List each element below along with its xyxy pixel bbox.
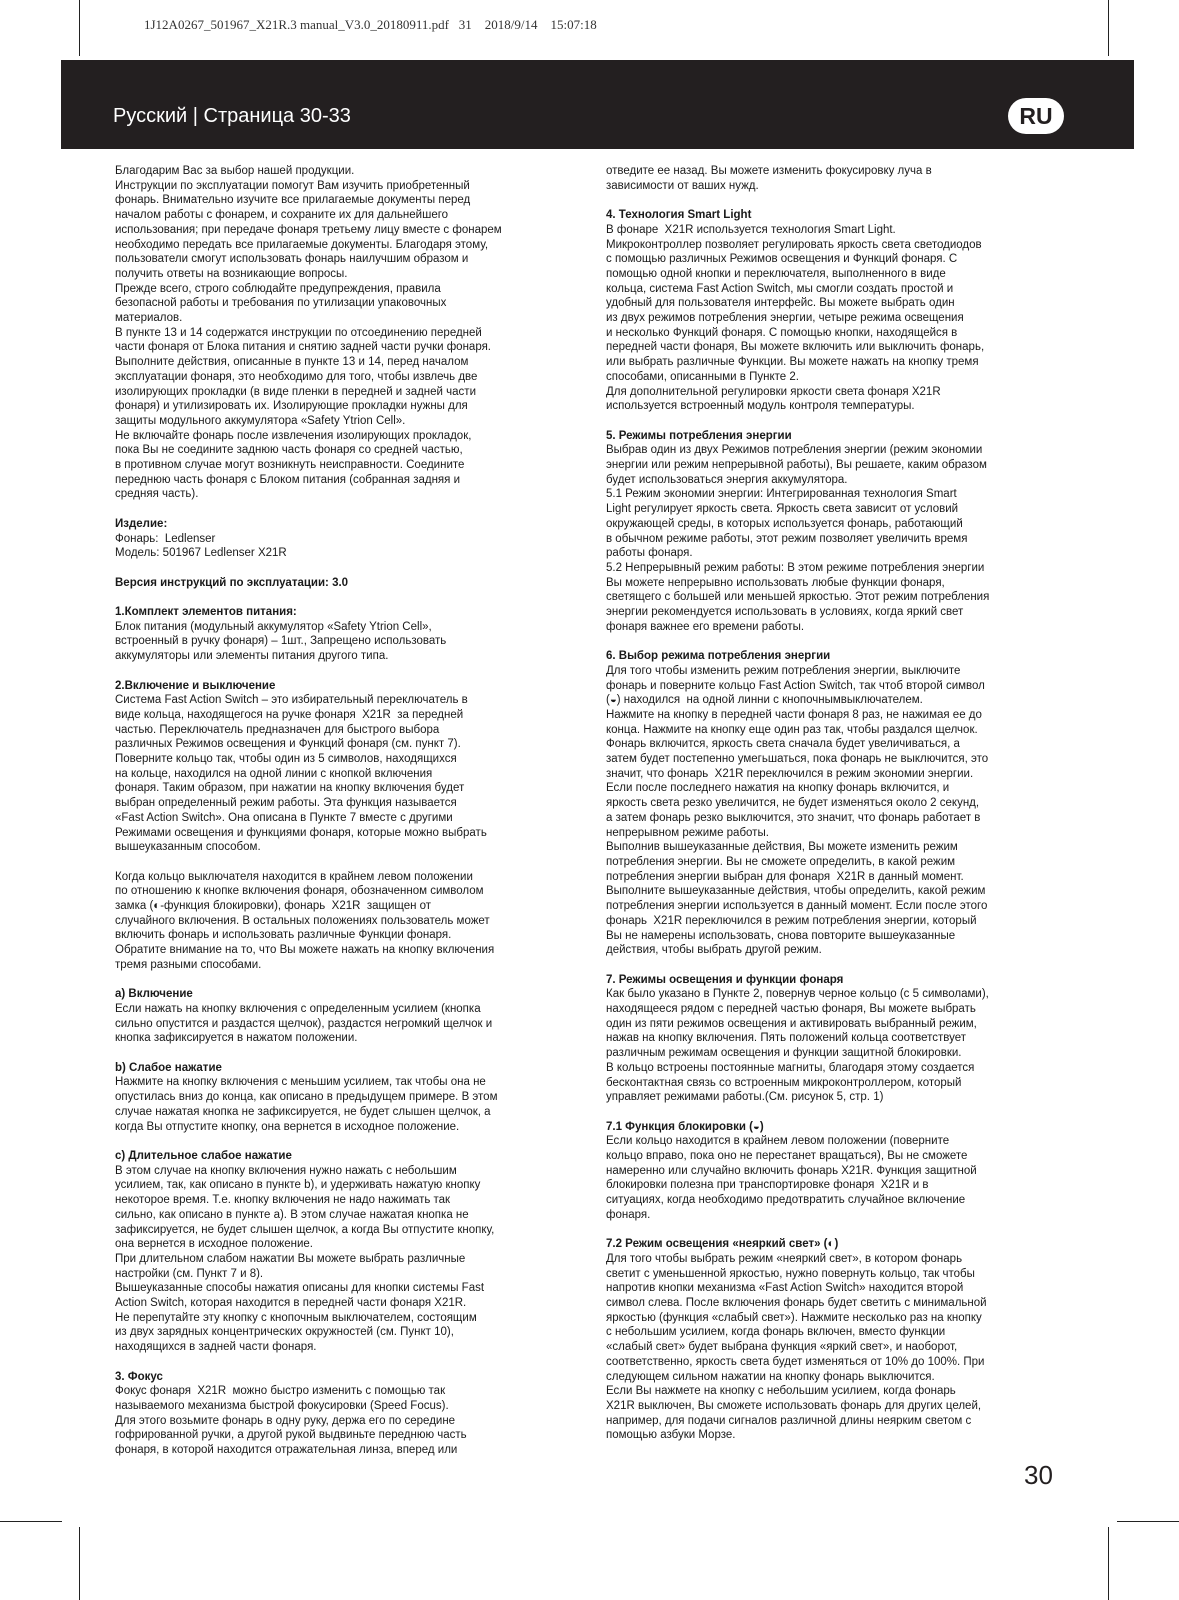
text-line: включить фонарь и использовать различные Функции фонаря. <box>115 929 452 942</box>
text-line: Вы можете непрерывно использовать любые функции фонаря, <box>606 576 945 589</box>
section-heading: 2.Включение и выключение <box>115 679 276 692</box>
text-line: следующем сильном нажатии на кнопку фонарь выключится. <box>606 1370 935 1383</box>
text-line: напротив кнопки механизма «Fast Action Switch» находится второй <box>606 1282 964 1295</box>
crop-mark-bottom-left-horizontal <box>0 1521 62 1522</box>
section-heading: 7.2 Режим освещения «неяркий свет» (◐) <box>606 1238 839 1251</box>
text-line: бесконтактная связь со встроенным микроконтроллером, который <box>606 1076 962 1089</box>
text-line: Фокус фонаря X21R можно быстро изменить с помощью так <box>115 1385 446 1398</box>
text-line: усилием, так, как описано в пункте b), и удерживать нажатую кнопку <box>115 1179 481 1192</box>
text-line: нажав на кнопку включения. Пять положений кольца соответствует <box>606 1032 967 1045</box>
text-line: потребления энергии используется в данный момент. Если после этого <box>606 900 988 913</box>
text-line: затем будет постепенно умегьшаться, пока фонарь не выключится, это <box>606 753 989 766</box>
text-line: энергии или режим непрерывной работы), Вы решаете, каким образом <box>606 459 987 472</box>
text-line: Для этого возьмите фонарь в одну руку, держа его по середине <box>115 1414 456 1427</box>
text-line: светит с уменьшенной яркостью, нужно повернуть кольцо, так чтобы <box>606 1267 975 1280</box>
text-line: получить ответы на возникающие вопросы. <box>115 267 348 280</box>
text-line: Если кольцо находится в крайнем левом положении (поверните <box>606 1135 950 1148</box>
text-line: части фонаря от Блока питания и снятию задней части ручки фонаря. <box>115 341 492 354</box>
text-line: X21R выключен, Вы сможете использовать фонарь для других целей, <box>606 1399 982 1412</box>
text-line: конца. Нажмите на кнопку еще один раз так, чтобы раздался щелчок. <box>606 723 978 736</box>
header-band <box>61 60 1134 149</box>
text-line: в обычном режиме работы, этот режим позволяет увеличить время <box>606 532 968 545</box>
section-heading: c) Длительное слабое нажатие <box>115 1149 292 1162</box>
text-line: яркостью (функция «слабый свет»). Нажмите несколько раз на кнопку <box>606 1311 982 1324</box>
paragraph-gap <box>115 855 577 870</box>
text-line: соответственно, яркость света будет изменяться от 10% до 100%. При <box>606 1355 985 1368</box>
text-line: виде кольца, находящегося на ручке фонаря X21R за передней <box>115 708 464 721</box>
paragraph-gap <box>115 1134 577 1149</box>
text-line: передней части фонаря, Вы можете включить или выключить фонарь, <box>606 341 985 354</box>
text-line: Выбрав один из двух Режимов потребления энергии (режим экономии <box>606 444 983 457</box>
text-line: будет использоваться энергия аккумулятора. <box>606 473 848 486</box>
page-number: 30 <box>1024 1460 1053 1490</box>
right-column <box>606 164 1068 1443</box>
text-line: Если после последнего нажатия на кнопку фонарь включится, и <box>606 782 950 795</box>
text-line: Если нажать на кнопку включения с определенным усилием (кнопка <box>115 1002 481 1015</box>
text-line: удобный для пользователя интерфейс. Вы можете выбрать один <box>606 297 955 310</box>
text-line: Прежде всего, строго соблюдайте предупреждения, правила <box>115 282 441 295</box>
paragraph-gap <box>606 414 1068 429</box>
text-line: потребления энергии выбран для фонаря X21R в данный момент. <box>606 870 964 883</box>
text-line: случайного включения. В остальных положениях пользователь может <box>115 914 490 927</box>
page-title: Русский | Страница 30-33 <box>113 105 351 127</box>
text-line: 5.1 Режим экономии энергии: Интегрированная технология Smart <box>606 488 957 501</box>
text-line: Если Вы нажмете на кнопку с небольшим усилием, когда фонарь <box>606 1385 956 1398</box>
text-line: защиты модульного аккумулятора «Safety Ytrion Cell». <box>115 414 406 427</box>
paragraph-gap <box>115 1046 577 1061</box>
text-line: Для того чтобы изменить режим потребления энергии, выключите <box>606 664 961 677</box>
paragraph-gap <box>115 664 577 679</box>
text-line: фонарь X21R переключился в режим потребления энергии, который <box>606 914 977 927</box>
text-line: из двух зарядных концентрических окружностей (см. Пункт 10), <box>115 1326 454 1339</box>
text-line: Обратите внимание на то, что Вы можете нажать на кнопку включения <box>115 944 495 957</box>
text-line: сильно, как описано в пункте a). В этом случае нажатая кнопка не <box>115 1208 469 1221</box>
text-line: (◒) находился на одной линни с кнопочнымвыключателем. <box>606 694 923 707</box>
text-line: В этом случае на кнопку включения нужно нажать с небольшим <box>115 1164 457 1177</box>
section-heading: 6. Выбор режима потребления энергии <box>606 650 831 663</box>
text-line: эксплуатации фонаря, это необходимо для того, чтобы извлечь две <box>115 370 478 383</box>
text-line: и несколько Функций фонаря. С помощью кнопки, находящейся в <box>606 326 958 339</box>
text-line: Как было указано в Пункте 2, повернув черное кольцо (с 5 символами), <box>606 988 989 1001</box>
text-line: «Fast Action Switch». Она описана в Пункте 7 вместе с другими <box>115 811 453 824</box>
left-column <box>115 164 577 1458</box>
text-line: аккумуляторы или элементы питания другого типа. <box>115 650 389 663</box>
text-line: способами, описанными в Пункте 2. <box>606 370 799 383</box>
text-line: В пункте 13 и 14 содержатся инструкции по отсоединению передней <box>115 326 482 339</box>
text-line: намеренно или случайно включить фонарь X21R. Функция защитной <box>606 1164 977 1177</box>
text-line: Action Switch, которая находится в передней части фонаря X21R. <box>115 1297 467 1310</box>
text-line: фонаря, в которой находится отражательная линза, вперед или <box>115 1444 458 1457</box>
paragraph-gap <box>115 502 577 517</box>
text-line: яркость света резко увеличится, не будет изменяться около 2 секунд, <box>606 797 980 810</box>
text-line: находящихся в задней части фонаря. <box>115 1341 317 1354</box>
text-line: управляет режимами работы.(См. рисунок 5, стр. 1) <box>606 1091 884 1104</box>
text-line: ситуациях, когда необходимо предотвратить случайное включение <box>606 1194 966 1207</box>
text-line: значит, что фонарь X21R переключился в режим экономии энергии. <box>606 767 974 780</box>
text-line: Не перепутайте эту кнопку с кнопочным выключателем, состоящим <box>115 1311 477 1324</box>
text-line: зависимости от ваших нужд. <box>606 179 759 192</box>
text-line: Выполните вышеуказанные действия, чтобы определить, какой режим <box>606 885 986 898</box>
text-line: 5.2 Непрерывный режим работы: В этом режиме потребления энергии <box>606 561 985 574</box>
text-line: Фонарь включится, яркость света сначала будет увеличиваться, а <box>606 738 960 751</box>
text-line: Фонарь: Ledlenser <box>115 532 216 545</box>
text-line: Инструкции по эксплуатации помогут Вам изучить приобретенный <box>115 179 470 192</box>
text-line: Блок питания (модульный аккумулятор «Safety Ytrion Cell», <box>115 620 432 633</box>
text-line: окружающей среды, в которых используется фонарь, работающий <box>606 517 963 530</box>
print-slug: 1J12A0267_501967_X21R.3 manual_V3.0_20180911.pdf 31 2018/9/14 15:07:18 <box>144 17 597 32</box>
text-line: использования; при передаче фонаря третьему лицу вместе с фонарем <box>115 223 502 236</box>
text-line: Light регулирует яркость света. Яркость света зависит от условий <box>606 503 959 516</box>
paragraph-gap <box>115 561 577 576</box>
text-line: При длительном слабом нажатии Вы можете выбрать различные <box>115 1252 466 1265</box>
text-line: Модель: 501967 Ledlenser X21R <box>115 547 287 560</box>
text-line: Благодарим Вас за выбор нашей продукции. <box>115 165 355 177</box>
text-line: символ слева. После включения фонарь будет светить с минимальной <box>606 1297 987 1310</box>
text-line: когда Вы отпустите кнопку, она вернется в исходное положение. <box>115 1120 460 1133</box>
section-heading: Изделие: <box>115 517 168 530</box>
text-line: кнопка зафиксируется в нажатом положении. <box>115 1032 358 1045</box>
text-line: с небольшим усилием, когда фонарь включен, вместо функции <box>606 1326 946 1339</box>
text-line: различных Режимов освещения и Функций фонаря (см. пункт 7). <box>115 738 461 751</box>
text-line: «слабый свет» будет выбрана функция «яркий свет», и наоборот, <box>606 1341 958 1354</box>
paragraph-gap <box>606 634 1068 649</box>
paragraph-gap <box>115 1355 577 1370</box>
text-line: выбран определенный режим работы. Эта функция называется <box>115 797 457 810</box>
text-line: Микроконтроллер позволяет регулировать яркость света светодиодов <box>606 238 982 251</box>
text-line: некоторое время. Т.е. кнопку включения не надо нажимать так <box>115 1194 451 1207</box>
section-heading: Версия инструкций по эксплуатации: 3.0 <box>115 576 349 589</box>
text-line: Нажмите на кнопку включения с меньшим усилием, так чтобы она не <box>115 1076 486 1089</box>
text-line: с помощью различных Режимов освещения и Функций фонаря. С <box>606 253 958 266</box>
crop-mark-bottom-right-vertical <box>1108 1527 1109 1600</box>
text-line: она вернется в исходное положение. <box>115 1238 314 1251</box>
text-line: используется встроенный модуль контроля температуры. <box>606 400 915 413</box>
text-line: необходимо передать все прилагаемые документы. Благодаря этому, <box>115 238 489 251</box>
text-line: фонарь и поверните кольцо Fast Action Switch, так чтоб второй символ <box>606 679 985 692</box>
text-line: В фонаре X21R используется технология Smart Light. <box>606 223 896 236</box>
text-line: находящееся рядом с передней частью фонаря, Вы можете выбрать <box>606 1003 976 1016</box>
text-line: фонаря) и утилизировать их. Изолирующие прокладки нужны для <box>115 400 468 413</box>
text-line: изолирующих прокладки (в виде пленки в передней и задней части <box>115 385 476 398</box>
text-line: пользователи смогут использовать фонарь наилучшим образом и <box>115 253 469 266</box>
text-line: из двух режимов потребления энергии, четыре режима освещения <box>606 312 964 325</box>
text-line: гофрированной ручки, а другой рукой выдвиньте переднюю часть <box>115 1429 467 1442</box>
text-line: Когда кольцо выключателя находится в крайнем левом положении <box>115 870 473 883</box>
text-line: встроенный в ручку фонаря) – 1шт., Запрещено использовать <box>115 635 447 648</box>
text-line: частью. Переключатель предназначен для быстрого выбора <box>115 723 440 736</box>
text-line: фонаря. <box>606 1208 651 1221</box>
text-line: кольца, система Fast Action Switch, мы смогли создать простой и <box>606 282 954 295</box>
text-line: Вышеуказанные способы нажатия описаны для кнопки системы Fast <box>115 1282 485 1295</box>
crop-mark-top-left-vertical <box>79 0 80 56</box>
section-heading: 5. Режимы потребления энергии <box>606 429 792 442</box>
text-line: Режимами освещения и функциями фонаря, которые можно выбрать <box>115 826 487 839</box>
text-line: Для того чтобы выбрать режим «неяркий свет», в котором фонарь <box>606 1252 963 1265</box>
text-line: один из пяти режимов освещения и активировать выбранный режим, <box>606 1017 977 1030</box>
text-line: помощью одной кнопки и переключателя, выполненного в виде <box>606 267 946 280</box>
text-line: В кольцо встроены постоянные магниты, благодаря этому создается <box>606 1061 975 1074</box>
text-line: фонаря важнее его времени работы. <box>606 620 805 633</box>
text-line: на кольце, находился на одной линии с кнопкой включения <box>115 767 433 780</box>
language-badge: RU <box>1008 98 1064 134</box>
text-line: непрерывном режиме работы. <box>606 826 769 839</box>
text-line: началом работы с фонарем, и сохраните их для дальнейшего <box>115 209 449 222</box>
paragraph-gap <box>115 590 577 605</box>
text-line: Система Fast Action Switch – это избирательный переключатель в <box>115 694 468 707</box>
text-line: различным режимам освещения и функции защитной блокировки. <box>606 1047 962 1060</box>
text-line: Выполните действия, описанные в пункте 13 и 14, перед началом <box>115 356 469 369</box>
text-line: например, для подачи сигналов различной длины неярким светом с <box>606 1414 972 1427</box>
text-line: материалов. <box>115 312 183 325</box>
text-line: действия, чтобы выбрать другой режим. <box>606 944 822 957</box>
crop-mark-bottom-right-horizontal <box>1117 1521 1179 1522</box>
text-line: в противном случае могут возникнуть неисправности. Соедините <box>115 459 465 472</box>
text-line: Вы не намерены использовать, снова повторите вышеуказанные <box>606 929 956 942</box>
section-heading: 1.Комплект элементов питания: <box>115 606 297 619</box>
text-line: Не включайте фонарь после извлечения изолирующих прокладок, <box>115 429 472 442</box>
crop-mark-top-right-vertical <box>1108 0 1109 56</box>
text-line: энергии рекомендуется использовать в условиях, когда яркий свет <box>606 606 964 619</box>
text-line: Для дополнительной регулировки яркости света фонаря X21R <box>606 385 941 398</box>
text-line: безопасной работы и требования по утилизации упаковочных <box>115 297 447 310</box>
text-line: а затем фонарь резко выключится, это значит, что фонарь работает в <box>606 811 981 824</box>
text-line: пока Вы не соедините заднюю часть фонаря со средней частью, <box>115 444 463 457</box>
text-line: блокировки полезна при транспортировке фонаря X21R и в <box>606 1179 929 1192</box>
text-line: настройки (см. Пункт 7 и 8). <box>115 1267 264 1280</box>
text-line: отведите ее назад. Вы можете изменить фокусировку луча в <box>606 165 932 177</box>
text-line: средняя часть). <box>115 488 199 501</box>
text-line: кольцо вправо, пока оно не перестанет вращаться), Вы не сможете <box>606 1150 968 1163</box>
text-line: тремя разными способами. <box>115 958 262 971</box>
text-line: зафиксируется, не будет слышен щелчок, а когда Вы отпустите кнопку, <box>115 1223 495 1236</box>
paragraph-gap <box>606 193 1068 208</box>
text-line: работы фонаря. <box>606 547 693 560</box>
crop-mark-bottom-left-vertical <box>79 1527 80 1600</box>
text-line: сильно опустится и раздастся щелчок), раздастся негромкий щелчок и <box>115 1017 493 1030</box>
section-heading: 7.1 Функция блокировки (◒) <box>606 1120 764 1133</box>
text-line: фонарь. Внимательно изучите все прилагаемые документы перед <box>115 194 471 207</box>
paragraph-gap <box>606 1105 1068 1120</box>
text-line: Выполнив вышеуказанные действия, Вы можете изменить режим <box>606 841 958 854</box>
text-line: опустилась вниз до конца, как описано в предыдущем примере. В этом <box>115 1091 498 1104</box>
section-heading: 4. Технология Smart Light <box>606 209 752 222</box>
text-line: фонаря. Таким образом, при нажатии на кнопку включения будет <box>115 782 465 795</box>
paragraph-gap <box>606 1223 1068 1238</box>
section-heading: 3. Фокус <box>115 1370 163 1383</box>
text-line: по отношению к кнопке включения фонаря, обозначенном символом <box>115 885 484 898</box>
text-line: случае нажатая кнопка не зафиксируется, не будет слышен щелчок, а <box>115 1105 491 1118</box>
text-line: или выбрать различные Функции. Вы можете нажать на кнопку тремя <box>606 356 979 369</box>
text-line: замка (◐-функция блокировки), фонарь X21R защищен от <box>115 900 432 913</box>
paragraph-gap <box>606 958 1068 973</box>
text-line: потребления энергии. Вы не сможете определить, в какой режим <box>606 856 956 868</box>
section-heading: a) Включение <box>115 988 193 1001</box>
text-line: переднюю часть фонаря с Блоком питания (собранная задняя и <box>115 473 460 486</box>
text-line: Поверните кольцо так, чтобы один из 5 символов, находящихся <box>115 753 457 766</box>
section-heading: 7. Режимы освещения и функции фонаря <box>606 973 844 986</box>
text-line: вышеуказанным способом. <box>115 841 261 854</box>
text-line: называемого механизма быстрой фокусировки (Speed Focus). <box>115 1399 449 1412</box>
section-heading: b) Слабое нажатие <box>115 1061 222 1074</box>
text-line: светящего с большей или меньшей яркостью. Этот режим потребления <box>606 591 990 604</box>
text-line: Нажмите на кнопку в передней части фонаря 8 раз, не нажимая ее до <box>606 708 982 721</box>
paragraph-gap <box>115 973 577 988</box>
text-line: помощью азбуки Морзе. <box>606 1429 736 1442</box>
